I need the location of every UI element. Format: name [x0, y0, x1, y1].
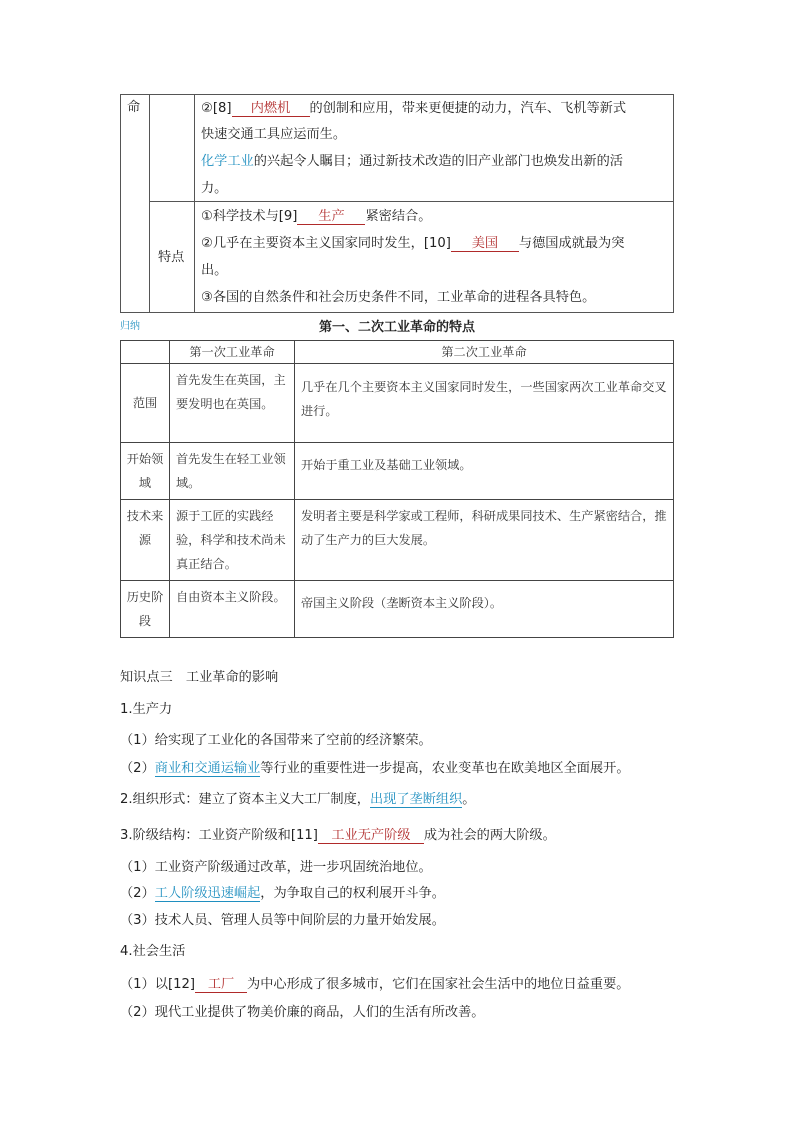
row-second: 发明者主要是科学家或工程师，科研成果同技术、生产紧密结合，推动了生产力的巨大发展。	[295, 500, 674, 581]
row2-line4: ③各国的自然条件和社会历史条件不同，工业革命的进程各具特色。	[201, 290, 596, 305]
row1-line2: 快速交通工具应运而生。	[201, 127, 347, 142]
p3-line: 3.阶级结构：工业资产阶级和[11] 工业无产阶级 成为社会的两大阶级。	[120, 828, 556, 843]
table-row	[121, 500, 674, 581]
summary-tag: 归纳	[120, 321, 140, 332]
p3-item2: （2）工人阶级迅速崛起，为争取自己的权利展开斗争。	[120, 886, 445, 901]
p1-item2: （2）商业和交通运输业等行业的重要性进一步提高，农业变革也在欧美地区全面展开。	[120, 761, 630, 776]
p3-item1: （1）工业资产阶级通过改革，进一步巩固统治地位。	[120, 860, 432, 875]
row-second: 几乎在几个主要资本主义国家同时发生，一些国家两次工业革命交叉进行。	[295, 364, 674, 443]
row-first: 首先发生在轻工业领域。	[170, 443, 295, 500]
row-label: 开始领域	[121, 443, 170, 500]
row-label: 范围	[121, 364, 170, 443]
table-row	[121, 443, 674, 500]
row-first: 自由资本主义阶段。	[170, 581, 295, 638]
row-second: 开始于重工业及基础工业领域。	[295, 443, 674, 500]
row-label: 技术来源	[121, 500, 170, 581]
answer-blank-12: 工厂	[195, 977, 247, 993]
top-table	[120, 94, 674, 313]
row2-line1: ①科学技术与[9] 生产 紧密结合。	[201, 209, 432, 224]
features-label: 特点	[158, 250, 185, 265]
p4-item1: （1）以[12] 工厂 为中心形成了很多城市，它们在国家社会生活中的地位日益重要。	[120, 977, 630, 992]
row1-line1: ②[8] 内燃机 的创制和应用，带来更便捷的动力，汽车、飞机等新式	[201, 101, 627, 116]
answer-blank-10: 美国	[451, 236, 519, 252]
section-heading: 知识点三 工业革命的影响	[120, 670, 279, 685]
row1-line4: 力。	[201, 181, 228, 196]
row-first: 首先发生在英国，主要发明也在英国。	[170, 364, 295, 443]
row-label: 历史阶段	[121, 581, 170, 638]
p2-line: 2.组织形式：建立了资本主义大工厂制度，出现了垄断组织。	[120, 792, 476, 807]
table-row	[121, 581, 674, 638]
row2-line3: 出。	[201, 263, 228, 278]
table-row	[121, 364, 674, 443]
summary-title: 第一、二次工业革命的特点	[318, 320, 475, 335]
row-first: 源于工匠的实践经验，科学和技术尚未真正结合。	[170, 500, 295, 581]
p1-item1: （1）给实现了工业化的各国带来了空前的经济繁荣。	[120, 733, 432, 748]
header-blank	[121, 341, 170, 364]
answer-blank-8: 内燃机	[232, 101, 310, 117]
p4-title: 4.社会生活	[120, 944, 186, 959]
left-col-text: 命	[127, 100, 141, 115]
row1-line3: 化学工业的兴起令人瞩目；通过新技术改造的旧产业部门也焕发出新的活	[201, 154, 623, 169]
comparison-table	[120, 340, 674, 638]
p1-title: 1.生产力	[120, 702, 173, 717]
table-header-row	[121, 341, 674, 364]
row-second: 帝国主义阶段（垄断资本主义阶段）。	[295, 581, 674, 638]
header-second: 第二次工业革命	[295, 341, 674, 364]
p3-item3: （3）技术人员、管理人员等中间阶层的力量开始发展。	[120, 913, 445, 928]
answer-blank-11: 工业无产阶级	[318, 828, 424, 844]
p4-item2: （2）现代工业提供了物美价廉的商品，人们的生活有所改善。	[120, 1005, 485, 1020]
header-first: 第一次工业革命	[170, 341, 295, 364]
answer-blank-9: 生产	[297, 209, 365, 225]
row2-line2: ②几乎在主要资本主义国家同时发生，[10] 美国 与德国成就最为突	[201, 236, 625, 251]
